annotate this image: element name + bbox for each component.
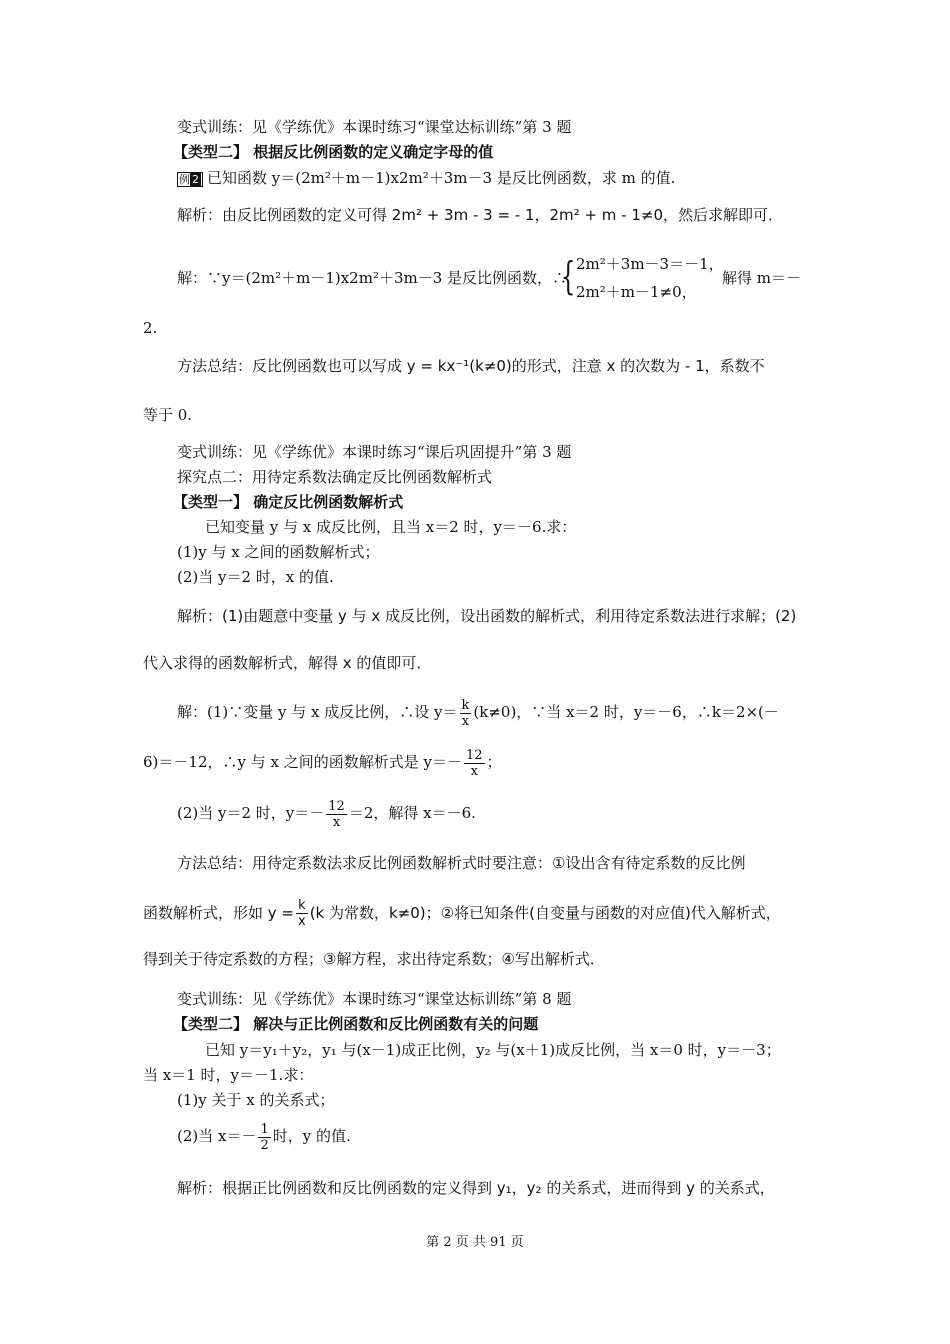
question-item: (1)y 关于 x 的关系式； [177, 1091, 335, 1109]
analysis-line: 解析：(1)由题意中变量 y 与 x 成反比例，设出函数的解析式，利用待定系数法进行求解；(2) [177, 607, 797, 625]
fraction: $\frac{1}{2}$ [260, 1121, 269, 1153]
solution-result: 解得 m＝－ [722, 269, 801, 287]
section-heading: 【类型二】 解决与正比例函数和反比例函数有关的问题 [173, 1015, 539, 1033]
equation-system: { 2m²＋3m－3＝－1， 2m²＋m－1≠0， [560, 254, 724, 301]
solution-line: (2)当 y＝2 时，y＝－ $\frac{12}{x}$ ＝2，解得 x＝－6. [177, 798, 476, 830]
text-line: 变式训练：见《学练优》本课时练习“课堂达标训练”第 8 题 [177, 990, 572, 1008]
section-heading: 【类型一】 确定反比例函数解析式 [173, 493, 404, 511]
example-text: 已知变量 y 与 x 成反比例，且当 x＝2 时，y＝－6.求： [205, 518, 577, 536]
example-text: 已知 y＝y₁＋y₂，y₁ 与(x－1)成正比例，y₂ 与(x＋1)成反比例，当 x＝0 时，y＝－3； [205, 1041, 781, 1059]
text-line: 变式训练：见《学练优》本课时练习“课后巩固提升”第 3 题 [177, 443, 572, 461]
fraction: $\frac{12}{x}$ [465, 747, 483, 779]
example-badge: 例 2 [177, 172, 203, 187]
analysis-line: 代入求得的函数解析式，解得 x 的值即可． [143, 654, 432, 672]
solution-line: 6)＝－12，∴y 与 x 之间的函数解析式是 y＝－ $\frac{12}{x}$ ； [143, 747, 502, 779]
section-heading: 【类型二】 根据反比例函数的定义确定字母的值 [173, 143, 494, 161]
fraction: $\frac{12}{x}$ [328, 798, 345, 830]
section-heading: 探究点二：用待定系数法确定反比例函数解析式 [177, 468, 493, 486]
text-line: 等于 0. [143, 406, 193, 424]
equation-2: 2m²＋m－1≠0， [576, 283, 697, 301]
example-text: 已知函数 y＝(2m²＋m－1)x2m²＋3m－3 是反比例函数，求 m 的值. [207, 169, 676, 187]
fraction: $\frac{k}{x}$ [461, 697, 470, 729]
equation-1: 2m²＋3m－3＝－1， [576, 255, 724, 273]
analysis-line: 解析：由反比例函数的定义可得 2m² + 3m - 3 = - 1，2m² + m - 1≠0，然后求解即可． [177, 206, 784, 224]
page-footer: 第 2 页 共 91 页 [426, 1235, 524, 1250]
text-line: 变式训练：见《学练优》本课时练习“课堂达标训练”第 3 题 [177, 118, 572, 136]
example-text: 当 x＝1 时，y＝－1.求： [143, 1066, 314, 1084]
method-summary: 方法总结：用待定系数法求反比例函数解析式时要注意：①设出含有待定系数的反比例 [177, 854, 746, 872]
example-line [177, 168, 675, 188]
solution-line: 解：∵y＝(2m²＋m－1)x2m²＋3m－3 是反比例函数，∴ [177, 269, 568, 287]
method-summary: 函数解析式，形如 y = $\frac{k}{x}$ (k 为常数，k≠0)；②将已知条件(自变量与函数的对应值)代入解析式， [143, 898, 781, 929]
question-item: (2)当 x＝－ $\frac{1}{2}$ 时，y 的值. [177, 1121, 351, 1153]
method-summary: 得到关于待定系数的方程；③解方程，求出待定系数；④写出解析式． [143, 950, 605, 968]
solution-line: 解：(1)∵变量 y 与 x 成反比例，∴设 y＝ $\frac{k}{x}$ (k≠0)，∵当 x＝2 时，y＝－6，∴k＝2×(－ [177, 697, 779, 729]
question-item: (1)y 与 x 之间的函数解析式； [177, 543, 380, 561]
question-item: (2)当 y＝2 时，x 的值. [177, 568, 334, 586]
text-line: 2. [143, 319, 158, 337]
fraction: $\frac{k}{x}$ [297, 898, 306, 929]
analysis-line: 解析：根据正比例函数和反比例函数的定义得到 y₁，y₂ 的关系式，进而得到 y 的关系式， [177, 1179, 775, 1197]
method-summary: 方法总结：反比例函数也可以写成 y = kx⁻¹(k≠0)的形式，注意 x 的次数为 - 1，系数不 [177, 357, 765, 375]
